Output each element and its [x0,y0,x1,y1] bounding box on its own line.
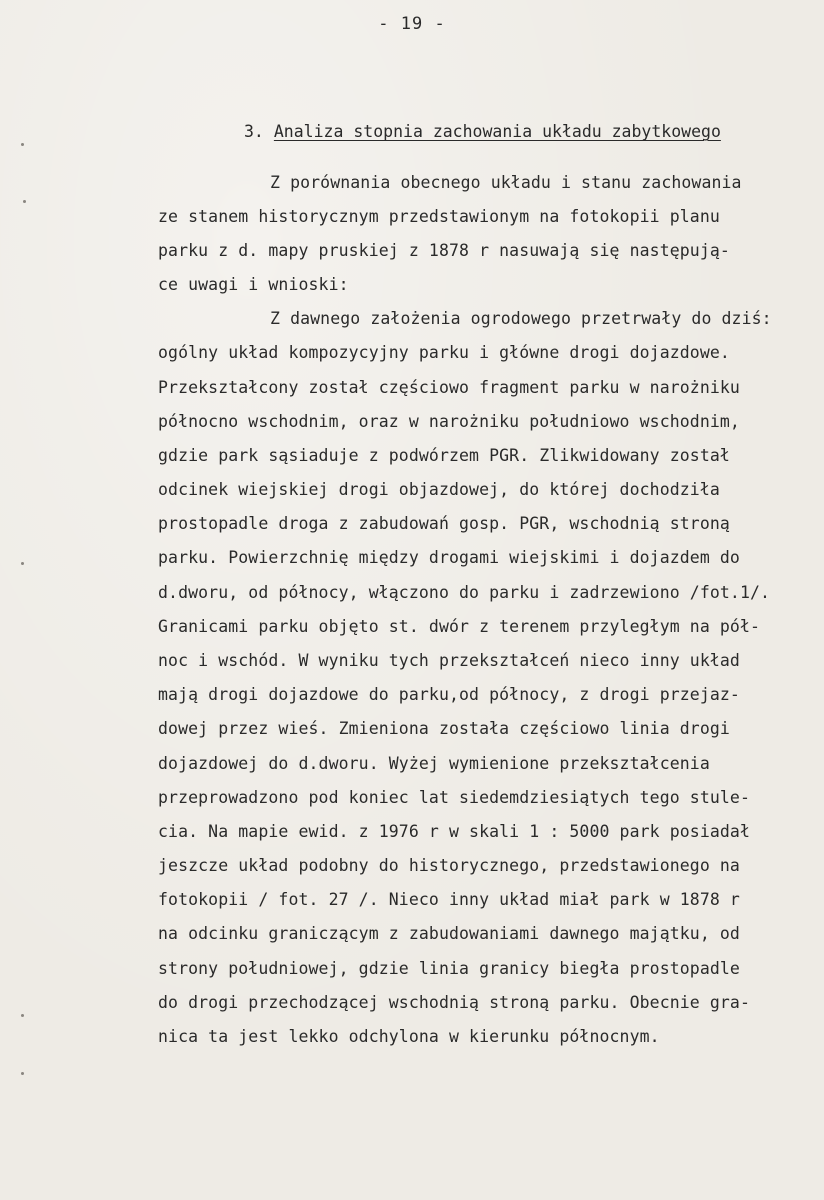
body-line: ze stanem historycznym przedstawionym na fotokopii planu [158,207,720,226]
body-line: jeszcze układ podobny do historycznego, przedstawionego na [158,856,740,875]
body-line: dojazdowej do d.dworu. Wyżej wymienione przekształcenia [158,754,710,773]
body-line: d.dworu, od północy, włączono do parku i zadrzewiono /fot.1/. [158,583,771,602]
body-line: gdzie park sąsiaduje z podwórzem PGR. Zlikwidowany został [158,446,730,465]
body-line: przeprowadzono pod koniec lat siedemdziesiątych tego stule- [158,788,750,807]
margin-speck [21,143,24,146]
section-number: 3. [244,122,264,141]
margin-speck [21,1072,24,1075]
body-line: nica ta jest lekko odchylona w kierunku północnym. [158,1027,660,1046]
body-line: Przekształcony został częściowo fragment parku w narożniku [158,378,740,397]
body-line: parku z d. mapy pruskiej z 1878 r nasuwają się następują- [158,241,730,260]
margin-speck [21,562,24,565]
page-number: - 19 - [378,14,446,34]
body-line: ogólny układ kompozycyjny parku i główne drogi dojazdowe. [158,343,730,362]
body-line: Z dawnego założenia ogrodowego przetrwały do dziś: [270,309,772,328]
body-line: na odcinku graniczącym z zabudowaniami dawnego majątku, od [158,924,740,943]
body-line: Granicami parku objęto st. dwór z terenem przyległym na pół- [158,617,761,636]
body-line: północno wschodnim, oraz w narożniku południowo wschodnim, [158,412,740,431]
section-heading [244,122,721,141]
body-line: parku. Powierzchnię między drogami wiejskimi i dojazdem do [158,548,740,567]
margin-speck [21,1014,24,1017]
body-line: cia. Na mapie ewid. z 1976 r w skali 1 : 5000 park posiadał [158,822,750,841]
body-line: ce uwagi i wnioski: [158,275,349,294]
body-line: do drogi przechodzącej wschodnią stroną parku. Obecnie gra- [158,993,750,1012]
body-line: noc i wschód. W wyniku tych przekształceń nieco inny układ [158,651,740,670]
body-line: strony południowej, gdzie linia granicy biegła prostopadle [158,959,740,978]
body-line: odcinek wiejskiej drogi objazdowej, do której dochodziła [158,480,720,499]
body-line: mają drogi dojazdowe do parku,od północy, z drogi przejaz- [158,685,740,704]
margin-speck [23,200,26,203]
body-line: dowej przez wieś. Zmieniona została częściowo linia drogi [158,719,730,738]
body-line: fotokopii / fot. 27 /. Nieco inny układ miał park w 1878 r [158,890,740,909]
body-line: Z porównania obecnego układu i stanu zachowania [270,173,742,192]
section-title: Analiza stopnia zachowania układu zabytkowego [273,122,721,141]
body-line: prostopadle droga z zabudowań gosp. PGR, wschodnią stroną [158,514,730,533]
